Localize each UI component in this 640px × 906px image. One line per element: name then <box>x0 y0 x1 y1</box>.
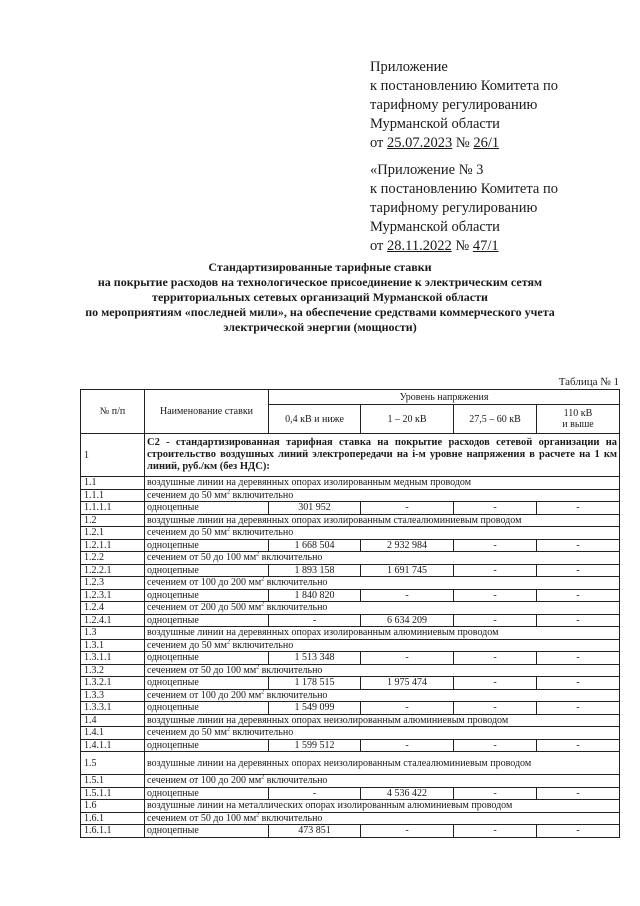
appendix-number: 26/1 <box>473 135 500 151</box>
row-section <box>145 639 620 652</box>
title-line: Стандартизированные тарифные ставки <box>208 260 432 274</box>
table-row <box>81 564 620 577</box>
section-text: сечением от 100 до 200 мм <box>147 689 262 701</box>
row-section <box>145 527 620 540</box>
value-110: - <box>537 652 620 665</box>
section-tail: включительно <box>229 727 294 739</box>
row-section <box>145 689 620 702</box>
table-row <box>81 614 620 627</box>
appendix-line: тарифному регулированию <box>370 97 538 113</box>
table-label: Таблица № 1 <box>558 376 619 388</box>
row-num: 1.3.3.1 <box>81 702 145 715</box>
header-110-line1: 110 кВ <box>563 408 593 419</box>
header-110-line2: и выше <box>562 419 594 430</box>
value-1-20: 6 634 209 <box>361 614 454 627</box>
row-num: 1.2.4 <box>81 602 145 615</box>
section-text: сечением от 100 до 200 мм <box>147 775 262 787</box>
row-num: 1.2.4.1 <box>81 614 145 627</box>
appendix-line: Мурманской области <box>370 116 500 132</box>
row-section <box>145 727 620 740</box>
value-04: 1 178 515 <box>269 677 361 690</box>
section-text: сечением до 50 мм <box>147 489 227 501</box>
header-name: Наименование ставки <box>145 390 269 434</box>
row-num: 1.4.1 <box>81 727 145 740</box>
row-num: 1 <box>81 434 145 477</box>
section-sup: 2 <box>261 601 265 608</box>
section-sup: 2 <box>226 726 230 733</box>
appendix-date-line <box>370 237 558 256</box>
section-sup: 2 <box>256 664 260 671</box>
table-row <box>81 577 620 590</box>
row-section <box>145 775 620 788</box>
section-sup: 2 <box>226 526 230 533</box>
table-row <box>81 539 620 552</box>
section-sup: 2 <box>261 576 265 583</box>
section-sup: 2 <box>261 774 265 781</box>
row-num: 1.2.2 <box>81 552 145 565</box>
document-title <box>60 260 580 335</box>
date-prefix: от <box>370 238 388 254</box>
value-27-60: - <box>454 564 537 577</box>
appendix-date: 28.11.2022 <box>387 238 452 254</box>
table-row <box>81 702 620 715</box>
table-row <box>81 825 620 838</box>
section-tail: включительно <box>259 812 323 824</box>
row-num: 1.3.1 <box>81 639 145 652</box>
value-1-20: - <box>361 702 454 715</box>
section-text: сечением от 100 до 200 мм <box>147 577 262 589</box>
row-num: 1.1.1.1 <box>81 502 145 515</box>
value-110: - <box>537 589 620 602</box>
section-sup: 2 <box>226 489 230 496</box>
row-section <box>145 812 620 825</box>
value-27-60: - <box>454 539 537 552</box>
title-line: по мероприятиям «последней мили», на обеспечение средствами коммерческого учета <box>85 305 555 319</box>
row-section <box>145 664 620 677</box>
header-num: № п/п <box>81 390 145 434</box>
section-sup: 2 <box>256 812 260 819</box>
value-27-60: - <box>454 677 537 690</box>
table-row <box>81 739 620 752</box>
row-section <box>145 489 620 502</box>
value-110: - <box>537 564 620 577</box>
table-row <box>81 489 620 502</box>
appendix-line: Приложение <box>370 59 448 75</box>
table-row <box>81 589 620 602</box>
row-section <box>145 602 620 615</box>
table-row <box>81 752 620 775</box>
value-1-20: 1 691 745 <box>361 564 454 577</box>
row-num: 1.5.1 <box>81 775 145 788</box>
title-line: на покрытие расходов на технологическое присоединение к электрическим сетям <box>97 275 543 289</box>
section-sup: 2 <box>256 551 260 558</box>
num-prefix: № <box>452 135 474 151</box>
value-04: - <box>269 614 361 627</box>
value-110: - <box>537 787 620 800</box>
table-row <box>81 787 620 800</box>
row-num: 1.2.1.1 <box>81 539 145 552</box>
value-110: - <box>537 825 620 838</box>
row-num: 1.1.1 <box>81 489 145 502</box>
title-line: территориальных сетевых организаций Мурманской области <box>152 290 488 304</box>
table-row <box>81 664 620 677</box>
value-110: - <box>537 539 620 552</box>
table-row <box>81 639 620 652</box>
section-tail: включительно <box>229 527 294 539</box>
section-tail: включительно <box>229 489 294 501</box>
value-1-20: - <box>361 825 454 838</box>
value-04: 473 851 <box>269 825 361 838</box>
row-num: 1.2.1 <box>81 527 145 540</box>
appendix-date: 25.07.2023 <box>387 135 453 151</box>
table-row <box>81 627 620 640</box>
row-name: одноцепные <box>145 502 269 515</box>
row-num: 1.2.3.1 <box>81 589 145 602</box>
row-name: одноцепные <box>145 589 269 602</box>
value-27-60: - <box>454 702 537 715</box>
section-tail: включительно <box>259 552 323 564</box>
row-num: 1.6 <box>81 800 145 813</box>
row-num: 1.4 <box>81 714 145 727</box>
value-04: 1 549 099 <box>269 702 361 715</box>
value-27-60: - <box>454 739 537 752</box>
row-num: 1.5 <box>81 752 145 775</box>
row-name: одноцепные <box>145 614 269 627</box>
value-110: - <box>537 677 620 690</box>
appendix-line: «Приложение № 3 <box>370 162 484 178</box>
value-27-60: - <box>454 787 537 800</box>
table-row <box>81 477 620 490</box>
appendix-line: Мурманской области <box>370 219 500 235</box>
value-110: - <box>537 614 620 627</box>
section-sup: 2 <box>261 689 265 696</box>
appendix-line: к постановлению Комитета по <box>370 181 558 197</box>
section-tail: включительно <box>264 775 328 787</box>
value-04: 1 893 158 <box>269 564 361 577</box>
value-1-20: - <box>361 502 454 515</box>
row-num: 1.3.2 <box>81 664 145 677</box>
value-110: - <box>537 702 620 715</box>
row-name: одноцепные <box>145 652 269 665</box>
section-tail: включительно <box>229 639 294 651</box>
value-110: - <box>537 502 620 515</box>
row-name: одноцепные <box>145 702 269 715</box>
header-voltage-110 <box>537 405 620 434</box>
value-1-20: - <box>361 589 454 602</box>
row-num: 1.2 <box>81 514 145 527</box>
c2-description: С2 - стандартизированная тарифная ставка на покрытие расходов сетевой организации на строительство воздушных линий электропередачи на i-м уровне напряжения в расчете на 1 км линий, руб./км (без НДС): <box>145 434 620 477</box>
row-num: 1.3.3 <box>81 689 145 702</box>
inner-appendix-header <box>370 161 558 256</box>
table-row <box>81 689 620 702</box>
row-category: воздушные линии на деревянных опорах неизолированным алюминиевым проводом <box>145 714 620 727</box>
value-27-60: - <box>454 614 537 627</box>
value-27-60: - <box>454 825 537 838</box>
section-tail: включительно <box>264 602 328 614</box>
row-category: воздушные линии на деревянных опорах неизолированным сталеалюминиевым проводом <box>145 752 620 775</box>
table-row <box>81 434 620 477</box>
value-04: 1 668 504 <box>269 539 361 552</box>
value-1-20: 2 932 984 <box>361 539 454 552</box>
value-27-60: - <box>454 589 537 602</box>
section-text: сечением до 50 мм <box>147 639 227 651</box>
section-text: сечением до 50 мм <box>147 527 227 539</box>
table-row <box>81 714 620 727</box>
value-1-20: 1 975 474 <box>361 677 454 690</box>
title-line: электрической энергии (мощности) <box>223 320 417 334</box>
table-row <box>81 552 620 565</box>
row-num: 1.5.1.1 <box>81 787 145 800</box>
table-row <box>81 800 620 813</box>
value-04: 1 513 348 <box>269 652 361 665</box>
table-row <box>81 527 620 540</box>
value-1-20: - <box>361 652 454 665</box>
row-name: одноцепные <box>145 825 269 838</box>
header-voltage-27-60: 27,5 – 60 кВ <box>454 405 537 434</box>
row-name: одноцепные <box>145 539 269 552</box>
section-text: сечением от 50 до 100 мм <box>147 552 257 564</box>
value-04: 1 599 512 <box>269 739 361 752</box>
header-voltage-1-20: 1 – 20 кВ <box>361 405 454 434</box>
section-text: сечением от 50 до 100 мм <box>147 664 257 676</box>
row-category: воздушные линии на деревянных опорах изолированным алюминиевым проводом <box>145 627 620 640</box>
header-voltage: Уровень напряжения <box>269 390 620 405</box>
row-num: 1.2.3 <box>81 577 145 590</box>
value-04: 1 840 820 <box>269 589 361 602</box>
value-1-20: - <box>361 739 454 752</box>
row-name: одноцепные <box>145 564 269 577</box>
appendix-number: 47/1 <box>472 238 499 254</box>
value-27-60: - <box>454 502 537 515</box>
row-num: 1.3.2.1 <box>81 677 145 690</box>
date-prefix: от <box>370 135 388 151</box>
table-row <box>81 775 620 788</box>
appendix-line: тарифному регулированию <box>370 200 538 216</box>
value-27-60: - <box>454 652 537 665</box>
tariff-table <box>80 389 620 838</box>
section-text: сечением от 50 до 100 мм <box>147 812 257 824</box>
appendix-line: к постановлению Комитета по <box>370 78 558 94</box>
num-prefix: № <box>451 238 473 254</box>
row-category: воздушные линии на деревянных опорах изолированным медным проводом <box>145 477 620 490</box>
row-num: 1.3 <box>81 627 145 640</box>
table-row <box>81 514 620 527</box>
table-row <box>81 652 620 665</box>
row-section <box>145 552 620 565</box>
row-num: 1.2.2.1 <box>81 564 145 577</box>
section-sup: 2 <box>226 639 230 646</box>
row-num: 1.6.1.1 <box>81 825 145 838</box>
table-row <box>81 677 620 690</box>
value-04: - <box>269 787 361 800</box>
row-name: одноцепные <box>145 677 269 690</box>
section-tail: включительно <box>264 689 328 701</box>
table-row <box>81 727 620 740</box>
row-num: 1.3.1.1 <box>81 652 145 665</box>
row-num: 1.6.1 <box>81 812 145 825</box>
row-num: 1.4.1.1 <box>81 739 145 752</box>
table-row <box>81 602 620 615</box>
appendix-header <box>370 58 558 153</box>
row-section <box>145 577 620 590</box>
row-category: воздушные линии на деревянных опорах изолированным сталеалюминиевым проводом <box>145 514 620 527</box>
row-category: воздушные линии на металлических опорах изолированным алюминиевым проводом <box>145 800 620 813</box>
appendix-date-line <box>370 134 558 153</box>
section-text: сечением до 50 мм <box>147 727 227 739</box>
section-text: сечением от 200 до 500 мм <box>147 602 262 614</box>
header-voltage-04: 0,4 кВ и ниже <box>269 405 361 434</box>
row-name: одноцепные <box>145 739 269 752</box>
value-1-20: 4 536 422 <box>361 787 454 800</box>
value-110: - <box>537 739 620 752</box>
table-row <box>81 502 620 515</box>
section-tail: включительно <box>259 664 323 676</box>
row-num: 1.1 <box>81 477 145 490</box>
row-name: одноцепные <box>145 787 269 800</box>
table-row <box>81 812 620 825</box>
section-tail: включительно <box>264 577 328 589</box>
value-04: 301 952 <box>269 502 361 515</box>
